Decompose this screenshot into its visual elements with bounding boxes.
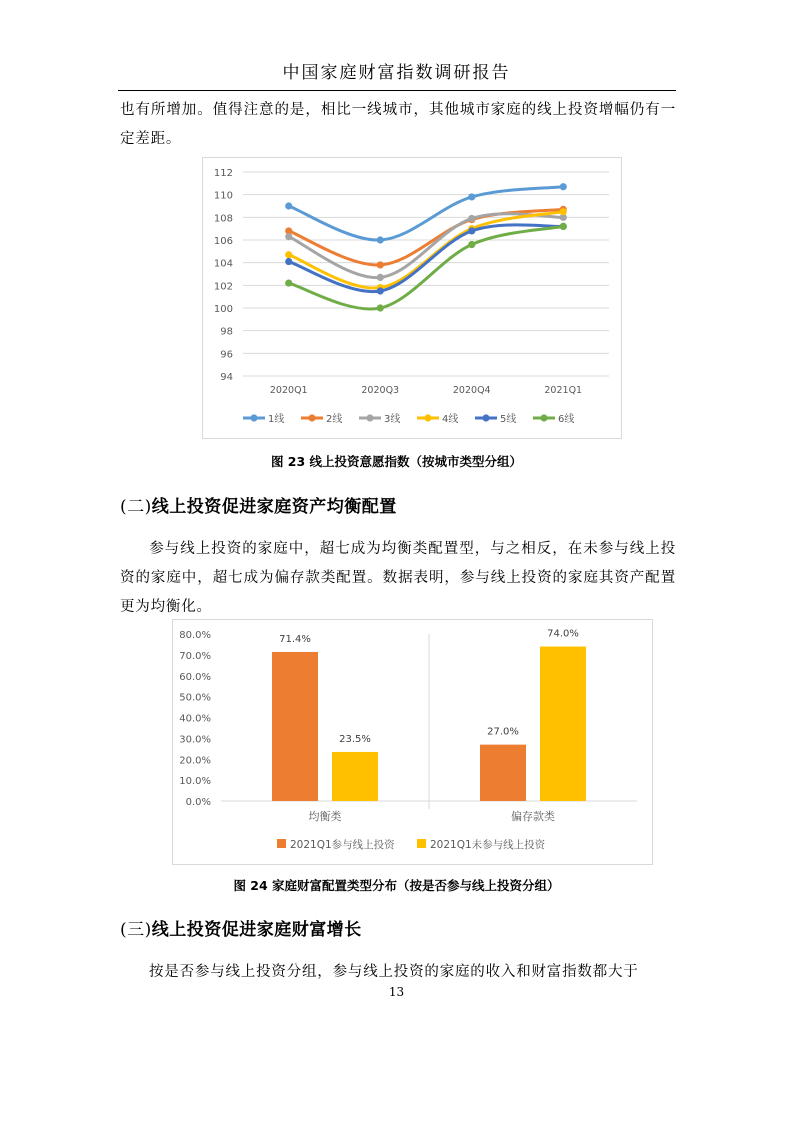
y-tick-label: 104 — [213, 258, 233, 270]
y-tick-label: 112 — [213, 168, 233, 179]
section-title: 线上投资促进家庭财富增长 — [151, 920, 362, 940]
data-point — [285, 279, 292, 286]
legend-swatch — [277, 839, 286, 848]
section-heading-3 — [120, 915, 362, 940]
data-point — [468, 193, 475, 200]
y-tick-label: 100 — [213, 304, 233, 315]
y-tick-label: 60.0% — [179, 671, 211, 683]
x-tick-label: 2020Q3 — [361, 385, 400, 396]
paragraph-3-text: 按是否参与线上投资分组，参与线上投资的家庭的收入和财富指数都大于 — [149, 964, 639, 980]
y-tick-label: 110 — [213, 190, 233, 202]
legend-label: 6线 — [558, 414, 575, 425]
section-heading-2 — [120, 492, 397, 517]
data-label: 74.0% — [547, 628, 579, 640]
y-tick-label: 70.0% — [179, 650, 211, 662]
legend-marker — [424, 414, 431, 421]
data-point — [560, 208, 567, 215]
x-tick-label: 均衡类 — [308, 810, 342, 823]
section-title: 线上投资促进家庭资产均衡配置 — [151, 497, 397, 517]
y-tick-label: 40.0% — [179, 713, 211, 725]
paragraph-1: 也有所增加。值得注意的是，相比一线城市，其他城市家庭的线上投资增幅仍有一定差距。 — [120, 102, 676, 147]
y-tick-label: 98 — [220, 326, 233, 338]
y-tick-label: 80.0% — [179, 630, 211, 641]
bar — [540, 647, 586, 801]
y-tick-label: 50.0% — [179, 692, 211, 704]
legend-marker — [540, 414, 547, 421]
data-point — [285, 202, 292, 209]
data-label: 23.5% — [339, 733, 371, 745]
legend-marker — [308, 414, 315, 421]
y-tick-label: 10.0% — [179, 776, 211, 788]
y-tick-label: 94 — [220, 372, 233, 383]
x-tick-label: 2020Q4 — [452, 385, 491, 396]
legend-label: 4线 — [442, 414, 459, 425]
data-point — [285, 251, 292, 258]
bar — [272, 652, 318, 801]
legend-marker — [366, 414, 373, 421]
line-chart — [203, 158, 621, 438]
data-label: 71.4% — [279, 633, 311, 645]
paragraph-3 — [120, 958, 676, 987]
section-number: (三) — [120, 920, 152, 940]
data-point — [468, 241, 475, 248]
figure-24-frame — [172, 619, 653, 865]
data-point — [560, 223, 567, 230]
legend-label: 5线 — [500, 414, 517, 425]
data-point — [377, 274, 384, 281]
page-number: 13 — [388, 985, 405, 999]
paragraph-2-text: 参与线上投资的家庭中，超七成为均衡类配置型，与之相反，在未参与线上投资的家庭中，超七成为偏存款类配置。数据表明，参与线上投资的家庭其资产配置更为均衡化。 — [120, 541, 676, 615]
data-point — [377, 287, 384, 294]
header-rule — [118, 90, 676, 91]
data-point — [285, 258, 292, 265]
data-point — [285, 233, 292, 240]
bar — [332, 752, 378, 801]
y-tick-label: 20.0% — [179, 755, 211, 767]
figure-23-caption: 图 23 线上投资意愿指数（按城市类型分组） — [270, 454, 523, 469]
y-tick-label: 106 — [213, 236, 233, 247]
figure-24-caption: 图 24 家庭财富配置类型分布（按是否参与线上投资分组） — [233, 878, 560, 893]
legend-marker — [482, 414, 489, 421]
legend-marker — [250, 414, 257, 421]
data-point — [377, 304, 384, 311]
bar-chart — [173, 620, 652, 864]
legend-label: 2线 — [326, 414, 343, 425]
data-point — [560, 183, 567, 190]
data-point — [377, 261, 384, 268]
y-tick-label: 96 — [220, 349, 233, 361]
data-point — [377, 236, 384, 243]
x-tick-label: 2020Q1 — [269, 385, 308, 396]
legend-label: 2021Q1未参与线上投资 — [430, 839, 546, 851]
legend-swatch — [417, 839, 426, 848]
legend-label: 1线 — [268, 414, 285, 425]
series-line — [289, 226, 564, 309]
section-number: (二) — [120, 497, 152, 517]
figure-23-frame — [202, 157, 622, 439]
paragraph-2 — [120, 535, 676, 622]
y-tick-label: 102 — [213, 281, 233, 293]
bar — [480, 745, 526, 801]
x-tick-label: 偏存款类 — [511, 810, 555, 823]
y-tick-label: 108 — [213, 213, 233, 225]
data-point — [468, 227, 475, 234]
x-tick-label: 2021Q1 — [544, 385, 583, 396]
data-point — [468, 215, 475, 222]
running-header: 中国家庭财富指数调研报告 — [282, 63, 511, 83]
series-line — [289, 225, 564, 292]
y-tick-label: 30.0% — [179, 734, 211, 746]
legend-label: 2021Q1参与线上投资 — [290, 839, 395, 851]
legend-label: 3线 — [384, 414, 401, 425]
data-label: 27.0% — [487, 726, 519, 738]
y-tick-label: 0.0% — [185, 797, 211, 808]
